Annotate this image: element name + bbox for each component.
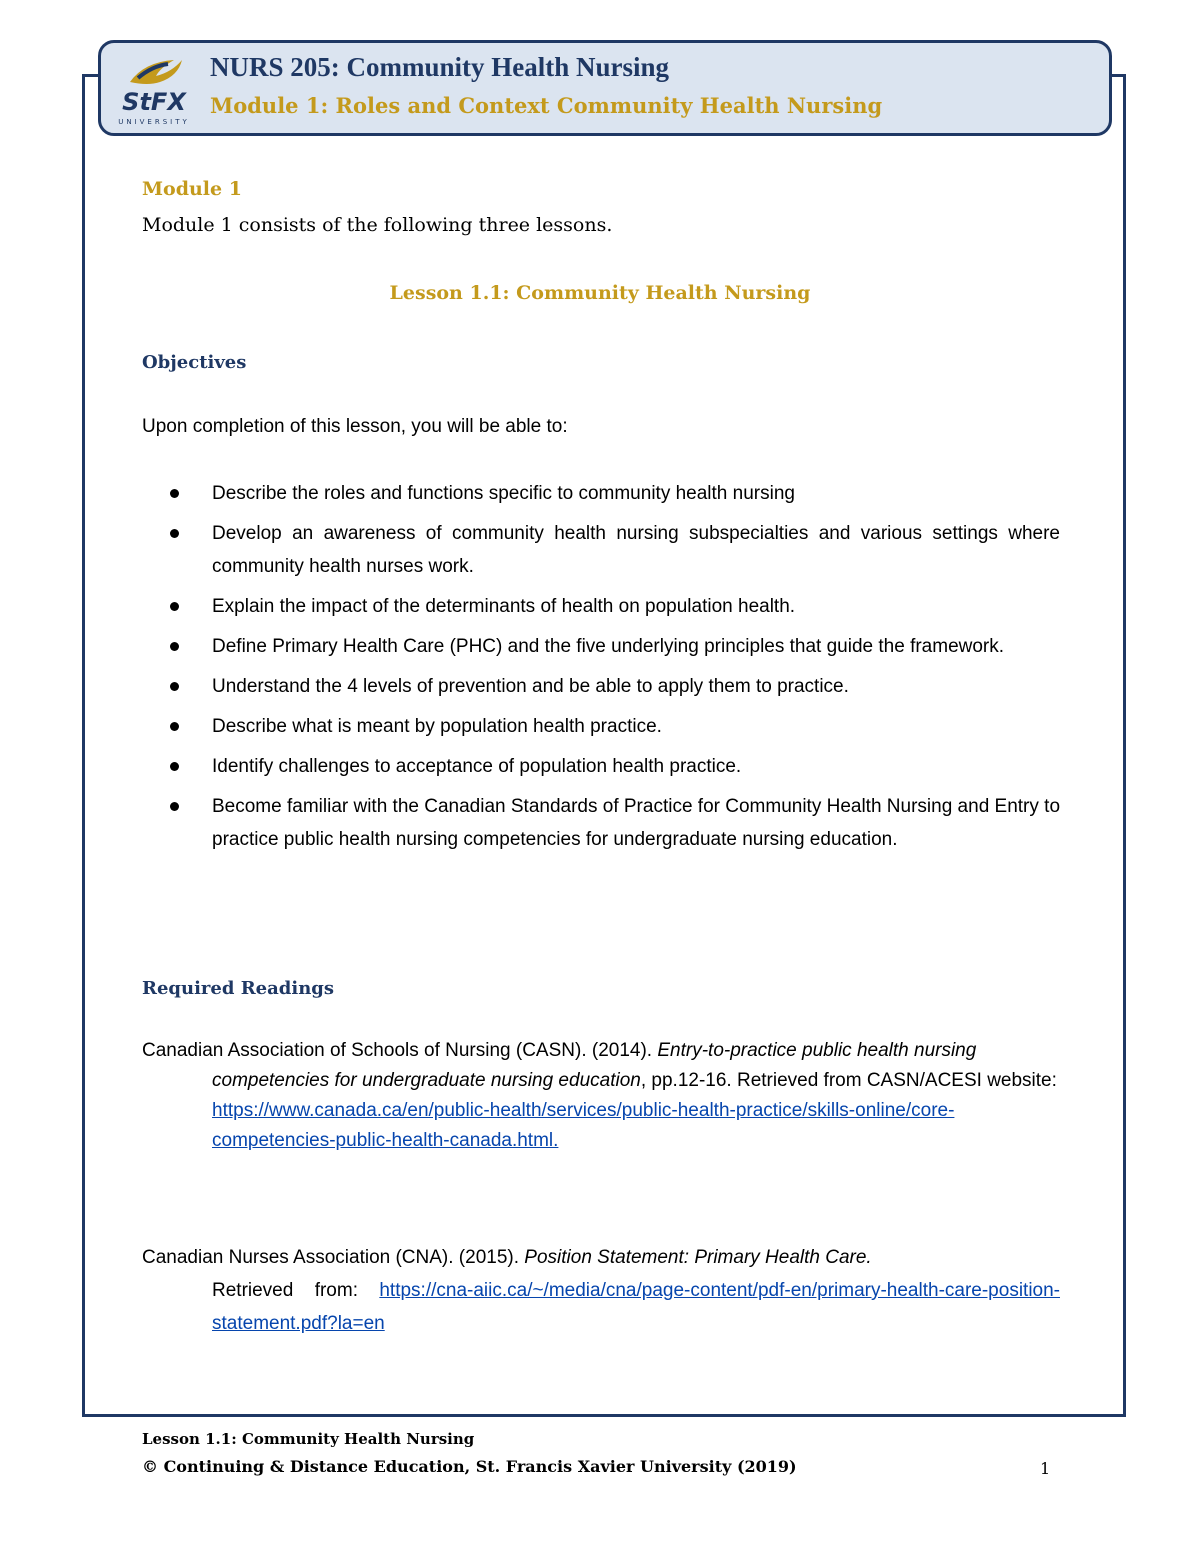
list-item: Define Primary Health Care (PHC) and the five underlying principles that guide the framework. [142,630,1060,663]
cna-link[interactable]: https://cna-aiic.ca/~/media/cna/page-content/pdf-en/primary-health-care-position-statement.pdf?la=en [212,1280,1060,1334]
bullet-icon [170,529,179,538]
page-number: 1 [1040,1459,1051,1478]
footer-copyright: © Continuing & Distance Education, St. Francis Xavier University (2019) [142,1457,797,1476]
lesson-title: Lesson 1.1: Community Health Nursing [389,282,811,304]
bullet-icon [170,762,179,771]
ref-author: Canadian Nurses Association (CNA). (2015). [142,1247,525,1268]
bullet-icon [170,802,179,811]
objectives-intro: Upon completion of this lesson, you will be able to: [142,416,568,437]
list-item: Explain the impact of the determinants of health on population health. [142,590,1060,623]
bullet-icon [170,602,179,611]
ref-retrieved: Retrieved from: [212,1280,380,1301]
objectives-list [142,477,1060,863]
list-item: Become familiar with the Canadian Standards of Practice for Community Health Nursing and Entry to practice public health nursing competencies for undergraduate nursing education. [142,790,1060,856]
logo-wordmark: StFX [122,88,186,116]
footer-lesson: Lesson 1.1: Community Health Nursing [142,1430,475,1448]
casn-link[interactable]: https://www.canada.ca/en/public-health/services/public-health-practice/skills-online/core-competencies-public-health-canada.html. [212,1100,955,1151]
module-heading: Module 1 [142,178,242,200]
required-readings-heading: Required Readings [142,978,335,999]
module-intro: Module 1 consists of the following three lessons. [142,214,613,236]
logo-subtext: UNIVERSITY [118,118,190,126]
reference-casn [142,1036,1060,1156]
ref-author: Canadian Association of Schools of Nursing (CASN). (2014). [142,1040,658,1061]
course-title: NURS 205: Community Health Nursing [210,52,670,82]
ref-title: Entry-to-practice public health nursing [657,1040,977,1061]
list-item: Identify challenges to acceptance of population health practice. [142,750,1060,783]
list-item: Understand the 4 levels of prevention and be able to apply them to practice. [142,670,1060,703]
ref-suffix: , pp.12-16. Retrieved from CASN/ACESI website: [640,1070,1057,1091]
bullet-icon [170,642,179,651]
bullet-icon [170,489,179,498]
module-subtitle: Module 1: Roles and Context Community Health Nursing [210,93,883,118]
stfx-logo-icon [112,54,196,128]
list-item: Develop an awareness of community health nursing subspecialties and various settings where community health nurses work. [142,517,1060,583]
list-item: Describe what is meant by population health practice. [142,710,1060,743]
ref-title-cont: competencies for undergraduate nursing education [212,1070,641,1091]
bullet-icon [170,682,179,691]
ref-title: Position Statement: Primary Health Care. [524,1247,872,1268]
list-item: Describe the roles and functions specific to community health nursing [142,477,1060,510]
objectives-heading: Objectives [142,352,247,373]
reference-cna [142,1241,1060,1340]
bullet-icon [170,722,179,731]
